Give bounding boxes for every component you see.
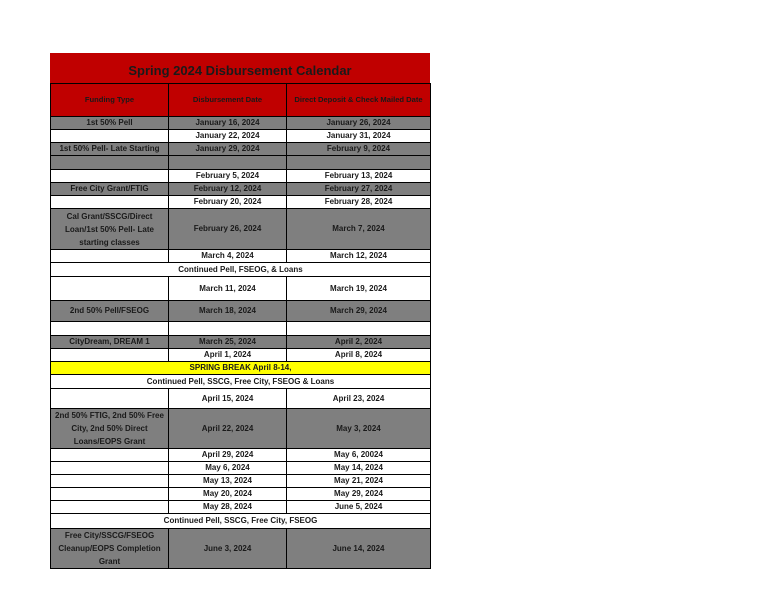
deposit-mailed-date-cell: [287, 322, 431, 336]
table-row: [51, 336, 431, 349]
deposit-mailed-date-cell: February 9, 2024: [287, 143, 431, 156]
funding-type-cell: 1st 50% Pell: [51, 117, 169, 130]
funding-type-cell: [51, 156, 169, 170]
disbursement-calendar-sheet: [50, 53, 430, 566]
disbursement-date-cell: February 26, 2024: [169, 209, 287, 250]
funding-type-cell: 2nd 50% Pell/FSEOG: [51, 301, 169, 322]
deposit-mailed-date-cell: May 14, 2024: [287, 462, 431, 475]
section-note: Continued Pell, SSCG, Free City, FSEOG: [51, 514, 431, 529]
table-row: [51, 183, 431, 196]
header-disbursement-date: Disbursement Date: [169, 84, 287, 117]
funding-type-cell: Free City/SSCG/FSEOG Cleanup/EOPS Completion Grant: [51, 529, 169, 569]
table-row: [51, 170, 431, 183]
disbursement-date-cell: March 11, 2024: [169, 277, 287, 301]
funding-type-cell: [51, 170, 169, 183]
deposit-mailed-date-cell: May 3, 2024: [287, 409, 431, 449]
deposit-mailed-date-cell: [287, 156, 431, 170]
funding-type-cell: [51, 449, 169, 462]
deposit-mailed-date-cell: April 2, 2024: [287, 336, 431, 349]
deposit-mailed-date-cell: May 21, 2024: [287, 475, 431, 488]
funding-type-cell: [51, 250, 169, 263]
section-note: Continued Pell, FSEOG, & Loans: [51, 263, 431, 277]
header-deposit-mailed-date: Direct Deposit & Check Mailed Date: [287, 84, 431, 117]
section-note-row: [51, 362, 431, 375]
disbursement-date-cell: April 29, 2024: [169, 449, 287, 462]
deposit-mailed-date-cell: January 31, 2024: [287, 130, 431, 143]
disbursement-date-cell: [169, 322, 287, 336]
deposit-mailed-date-cell: April 8, 2024: [287, 349, 431, 362]
disbursement-date-cell: March 4, 2024: [169, 250, 287, 263]
disbursement-date-cell: May 6, 2024: [169, 462, 287, 475]
deposit-mailed-date-cell: January 26, 2024: [287, 117, 431, 130]
deposit-mailed-date-cell: June 14, 2024: [287, 529, 431, 569]
deposit-mailed-date-cell: March 7, 2024: [287, 209, 431, 250]
table-row: [51, 209, 431, 250]
disbursement-date-cell: March 25, 2024: [169, 336, 287, 349]
table-row: [51, 389, 431, 409]
table-row: [51, 196, 431, 209]
deposit-mailed-date-cell: February 13, 2024: [287, 170, 431, 183]
funding-type-cell: 2nd 50% FTIG, 2nd 50% Free City, 2nd 50% Direct Loans/EOPS Grant: [51, 409, 169, 449]
funding-type-cell: [51, 349, 169, 362]
funding-type-cell: CityDream, DREAM 1: [51, 336, 169, 349]
table-row: [51, 130, 431, 143]
table-row: [51, 488, 431, 501]
funding-type-cell: [51, 488, 169, 501]
section-note: Continued Pell, SSCG, Free City, FSEOG & Loans: [51, 375, 431, 389]
table-row: [51, 449, 431, 462]
disbursement-date-cell: May 28, 2024: [169, 501, 287, 514]
header-row: [51, 84, 431, 117]
deposit-mailed-date-cell: February 27, 2024: [287, 183, 431, 196]
table-row: [51, 349, 431, 362]
table-row: [51, 462, 431, 475]
funding-type-cell: [51, 322, 169, 336]
deposit-mailed-date-cell: March 19, 2024: [287, 277, 431, 301]
deposit-mailed-date-cell: May 6, 20024: [287, 449, 431, 462]
deposit-mailed-date-cell: March 29, 2024: [287, 301, 431, 322]
section-note-row: [51, 514, 431, 529]
disbursement-date-cell: April 1, 2024: [169, 349, 287, 362]
funding-type-cell: [51, 475, 169, 488]
deposit-mailed-date-cell: May 29, 2024: [287, 488, 431, 501]
table-row: [51, 529, 431, 569]
funding-type-cell: [51, 501, 169, 514]
table-row: [51, 143, 431, 156]
header-funding-type: Funding Type: [51, 84, 169, 117]
deposit-mailed-date-cell: April 23, 2024: [287, 389, 431, 409]
table-row: [51, 250, 431, 263]
deposit-mailed-date-cell: March 12, 2024: [287, 250, 431, 263]
disbursement-date-cell: February 5, 2024: [169, 170, 287, 183]
funding-type-cell: [51, 277, 169, 301]
section-note-row: [51, 263, 431, 277]
disbursement-date-cell: February 20, 2024: [169, 196, 287, 209]
funding-type-cell: [51, 196, 169, 209]
section-note: SPRING BREAK April 8-14,: [51, 362, 431, 375]
calendar-table: [50, 83, 431, 569]
funding-type-cell: Cal Grant/SSCG/Direct Loan/1st 50% Pell- Late starting classes: [51, 209, 169, 250]
sheet-title: Spring 2024 Disbursement Calendar: [50, 53, 430, 83]
table-row: [51, 322, 431, 336]
disbursement-date-cell: January 29, 2024: [169, 143, 287, 156]
disbursement-date-cell: April 22, 2024: [169, 409, 287, 449]
disbursement-date-cell: May 20, 2024: [169, 488, 287, 501]
table-row: [51, 475, 431, 488]
funding-type-cell: 1st 50% Pell- Late Starting: [51, 143, 169, 156]
disbursement-date-cell: January 22, 2024: [169, 130, 287, 143]
disbursement-date-cell: April 15, 2024: [169, 389, 287, 409]
disbursement-date-cell: February 12, 2024: [169, 183, 287, 196]
table-row: [51, 156, 431, 170]
deposit-mailed-date-cell: June 5, 2024: [287, 501, 431, 514]
disbursement-date-cell: March 18, 2024: [169, 301, 287, 322]
disbursement-date-cell: January 16, 2024: [169, 117, 287, 130]
funding-type-cell: Free City Grant/FTIG: [51, 183, 169, 196]
disbursement-date-cell: June 3, 2024: [169, 529, 287, 569]
funding-type-cell: [51, 389, 169, 409]
table-row: [51, 301, 431, 322]
deposit-mailed-date-cell: February 28, 2024: [287, 196, 431, 209]
funding-type-cell: [51, 130, 169, 143]
section-note-row: [51, 375, 431, 389]
table-row: [51, 117, 431, 130]
funding-type-cell: [51, 462, 169, 475]
table-row: [51, 501, 431, 514]
disbursement-date-cell: [169, 156, 287, 170]
table-row: [51, 277, 431, 301]
table-row: [51, 409, 431, 449]
disbursement-date-cell: May 13, 2024: [169, 475, 287, 488]
